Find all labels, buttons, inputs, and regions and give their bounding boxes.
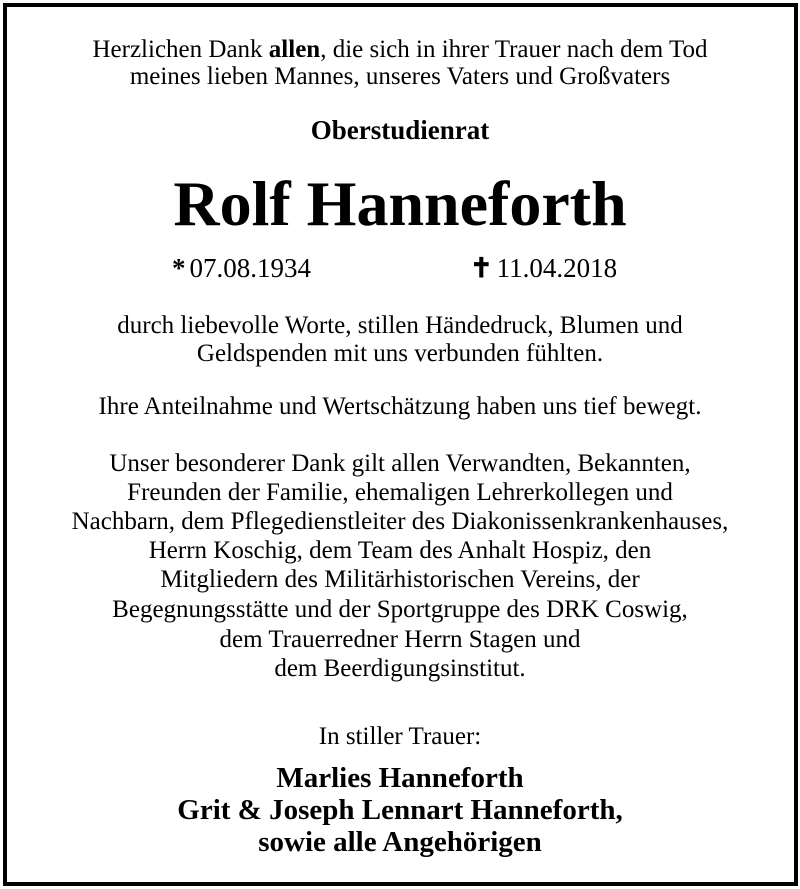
birth-date-block	[172, 255, 311, 282]
death-cross-icon: ✝	[470, 253, 493, 283]
paragraph-3-line-8: dem Beerdigungsinstitut.	[274, 655, 526, 682]
paragraph-2: Ihre Anteilnahme und Wertschätzung haben uns tief bewegt.	[98, 393, 702, 420]
header-line-1	[0, 37, 800, 62]
death-date-block	[470, 255, 617, 282]
deceased-name: Rolf Hanneforth	[173, 168, 627, 239]
signature-line-3: sowie alle Angehörigen	[258, 826, 542, 858]
paragraph-3-line-6: Begegnungsstätte und der Sportgruppe des DRK Coswig,	[112, 596, 688, 623]
closing-intro: In stiller Trauer:	[318, 723, 482, 750]
death-date: 11.04.2018	[496, 253, 618, 283]
header-emphasis: allen	[268, 36, 321, 63]
paragraph-3-line-5: Mitgliedern des Militärhistorischen Vereins, der	[160, 566, 640, 593]
birth-date: 07.08.1934	[189, 253, 311, 283]
paragraph-3-line-3: Nachbarn, dem Pflegedienstleiter des Diakonissenkrankenhauses,	[71, 508, 729, 535]
paragraph-3-line-4: Herrn Koschig, dem Team des Anhalt Hospiz, den	[148, 537, 652, 564]
academic-title: Oberstudienrat	[310, 115, 490, 145]
paragraph-3-line-7: dem Trauerredner Herrn Stagen und	[219, 626, 581, 653]
header-line-1-start: Herzlichen Dank	[92, 36, 269, 63]
birth-star-icon: *	[172, 253, 186, 283]
paragraph-3-line-1: Unser besonderer Dank gilt allen Verwandten, Bekannten,	[109, 450, 691, 477]
paragraph-3-line-2: Freunden der Familie, ehemaligen Lehrerkollegen und	[127, 479, 673, 506]
paragraph-1-line-2: Geldspenden mit uns verbunden fühlten.	[196, 340, 604, 367]
header-line-2: meines lieben Mannes, unseres Vaters und Großvaters	[129, 63, 671, 90]
header-line-1-end: , die sich in ihrer Trauer nach dem Tod	[320, 36, 708, 63]
signature-line-2: Grit & Joseph Lennart Hanneforth,	[177, 794, 623, 826]
paragraph-1-line-1: durch liebevolle Worte, stillen Händedruck, Blumen und	[117, 312, 683, 339]
signature-line-1: Marlies Hanneforth	[276, 762, 524, 794]
